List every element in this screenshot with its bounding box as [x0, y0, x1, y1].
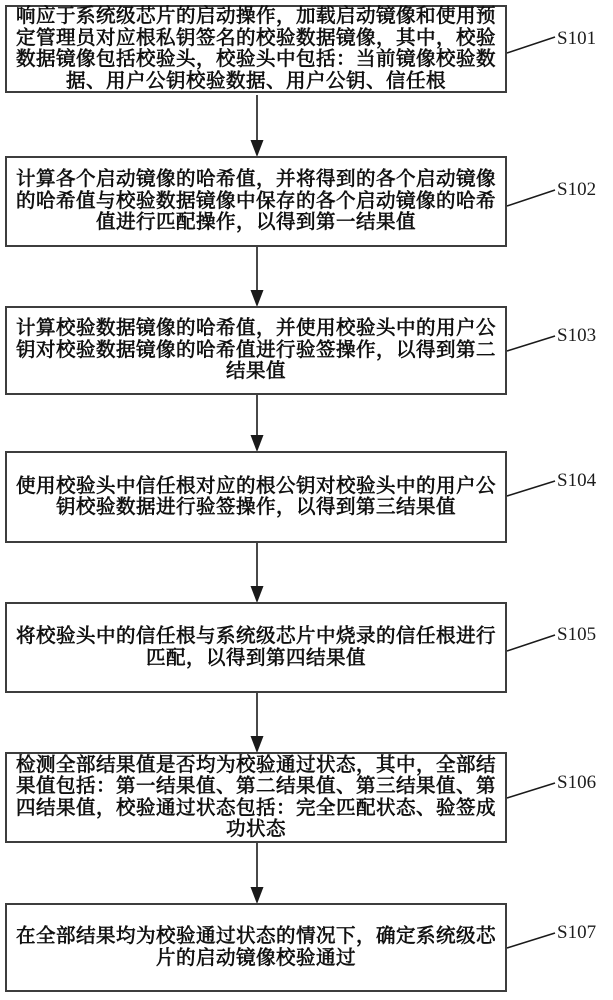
flow-step-text: 检测全部结果值是否均为校验通过状态，其中，全部结果值包括：第一结果值、第二结果值、第三结果值、第四结果值，校验通过状态包括：完全匹配状态、验签成功状态 [16, 753, 497, 840]
flow-step-box-s107 [5, 903, 507, 992]
flow-step-box-s102 [5, 156, 507, 247]
label-leader-s104 [507, 481, 555, 496]
step-label-s105: S105 [557, 624, 597, 645]
step-label-s103: S103 [557, 325, 597, 346]
label-leader-s107 [507, 933, 555, 948]
step-label-s107: S107 [557, 922, 597, 943]
label-leader-s103 [507, 336, 555, 351]
flow-step-text: 计算各个启动镜像的哈希值，并将得到的各个启动镜像的哈希值与校验数据镜像中保存的各个启动镜像的哈希值进行匹配操作，以得到第一结果值 [16, 168, 497, 234]
flow-step-box-s101 [5, 5, 507, 93]
step-label-s104: S104 [557, 470, 597, 491]
step-label-s106: S106 [557, 772, 597, 793]
flow-step-box-s105 [5, 602, 507, 693]
flow-step-text: 在全部结果均为校验通过状态的情况下，确定系统级芯片的启动镜像校验通过 [16, 925, 497, 969]
flow-arrow-s105-s106 [251, 693, 264, 753]
flow-arrow-s104-s105 [251, 543, 264, 603]
flow-step-text: 使用校验头中信任根对应的根公钥对校验头中的用户公钥校验数据进行验签操作，以得到第三结果值 [16, 474, 497, 518]
flow-arrow-s102-s103 [251, 247, 264, 307]
step-label-s102: S102 [557, 179, 597, 200]
label-leader-s102 [507, 190, 555, 206]
flow-arrow-s106-s107 [251, 843, 264, 904]
label-leader-s101 [507, 37, 555, 53]
flow-step-text: 计算校验数据镜像的哈希值，并使用校验头中的用户公钥对校验数据镜像的哈希值进行验签操作，以得到第二结果值 [16, 317, 497, 383]
flow-arrow-s101-s102 [251, 95, 264, 157]
label-leader-s106 [507, 783, 555, 798]
flow-step-box-s103 [5, 306, 507, 395]
step-label-s101: S101 [557, 28, 597, 49]
flow-arrow-s103-s104 [251, 395, 264, 452]
label-leader-s105 [507, 635, 555, 651]
flow-step-text: 响应于系统级芯片的启动操作，加载启动镜像和使用预定管理员对应根私钥签名的校验数据镜像，其中，校验数据镜像包括校验头，校验头中包括：当前镜像校验数据、用户公钥校验数据、用户公钥、信任根 [16, 5, 497, 92]
flow-step-box-s106 [5, 752, 507, 843]
flow-step-text: 将校验头中的信任根与系统级芯片中烧录的信任根进行匹配，以得到第四结果值 [16, 625, 497, 669]
flow-step-box-s104 [5, 451, 507, 543]
